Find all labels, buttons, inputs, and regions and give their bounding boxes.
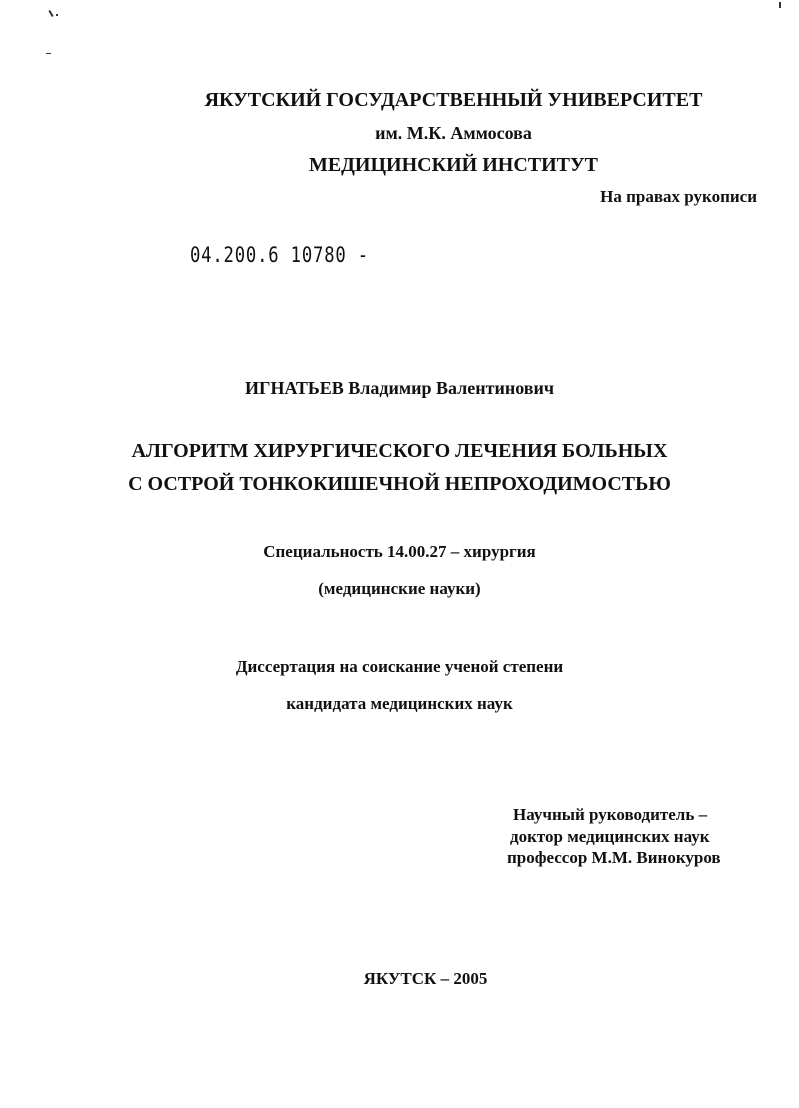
author-surname: ИГНАТЬЕВ — [244, 378, 344, 398]
dissertation-line-2: кандидата медицинских наук — [286, 694, 513, 713]
scan-mark — [46, 53, 51, 54]
registration-stamp: 04.200.6 10780 - — [190, 243, 370, 267]
specialty-line-2: (медицинские науки) — [318, 579, 481, 598]
supervisor-line-3: профессор М.М. Винокуров — [507, 848, 721, 867]
dissertation-line-1: Диссертация на соискание ученой степени — [235, 657, 564, 676]
title-line-1: АЛГОРИТМ ХИРУРГИЧЕСКОГО ЛЕЧЕНИЯ БОЛЬНЫХ — [131, 440, 668, 462]
supervisor-line-2: доктор медицинских наук — [510, 827, 710, 846]
scan-mark — [779, 2, 781, 8]
author-given-names: Владимир Валентинович — [348, 378, 555, 398]
author-line — [0, 378, 799, 399]
place-year: ЯКУТСК – 2005 — [363, 969, 488, 988]
university-name: ЯКУТСКИЙ ГОСУДАРСТВЕННЫЙ УНИВЕРСИТЕТ — [204, 89, 703, 111]
university-named-after: им. М.К. Аммосова — [375, 123, 532, 143]
scan-mark — [56, 14, 58, 16]
title-line-2: С ОСТРОЙ ТОНКОКИШЕЧНОЙ НЕПРОХОДИМОСТЬЮ — [128, 473, 671, 495]
manuscript-note: На правах рукописи — [600, 187, 757, 206]
supervisor-line-1: Научный руководитель – — [513, 805, 708, 824]
institute-name: МЕДИЦИНСКИЙ ИНСТИТУТ — [308, 154, 599, 176]
specialty-line-1: Специальность 14.00.27 – хирургия — [263, 542, 536, 561]
scan-mark — [48, 10, 53, 17]
